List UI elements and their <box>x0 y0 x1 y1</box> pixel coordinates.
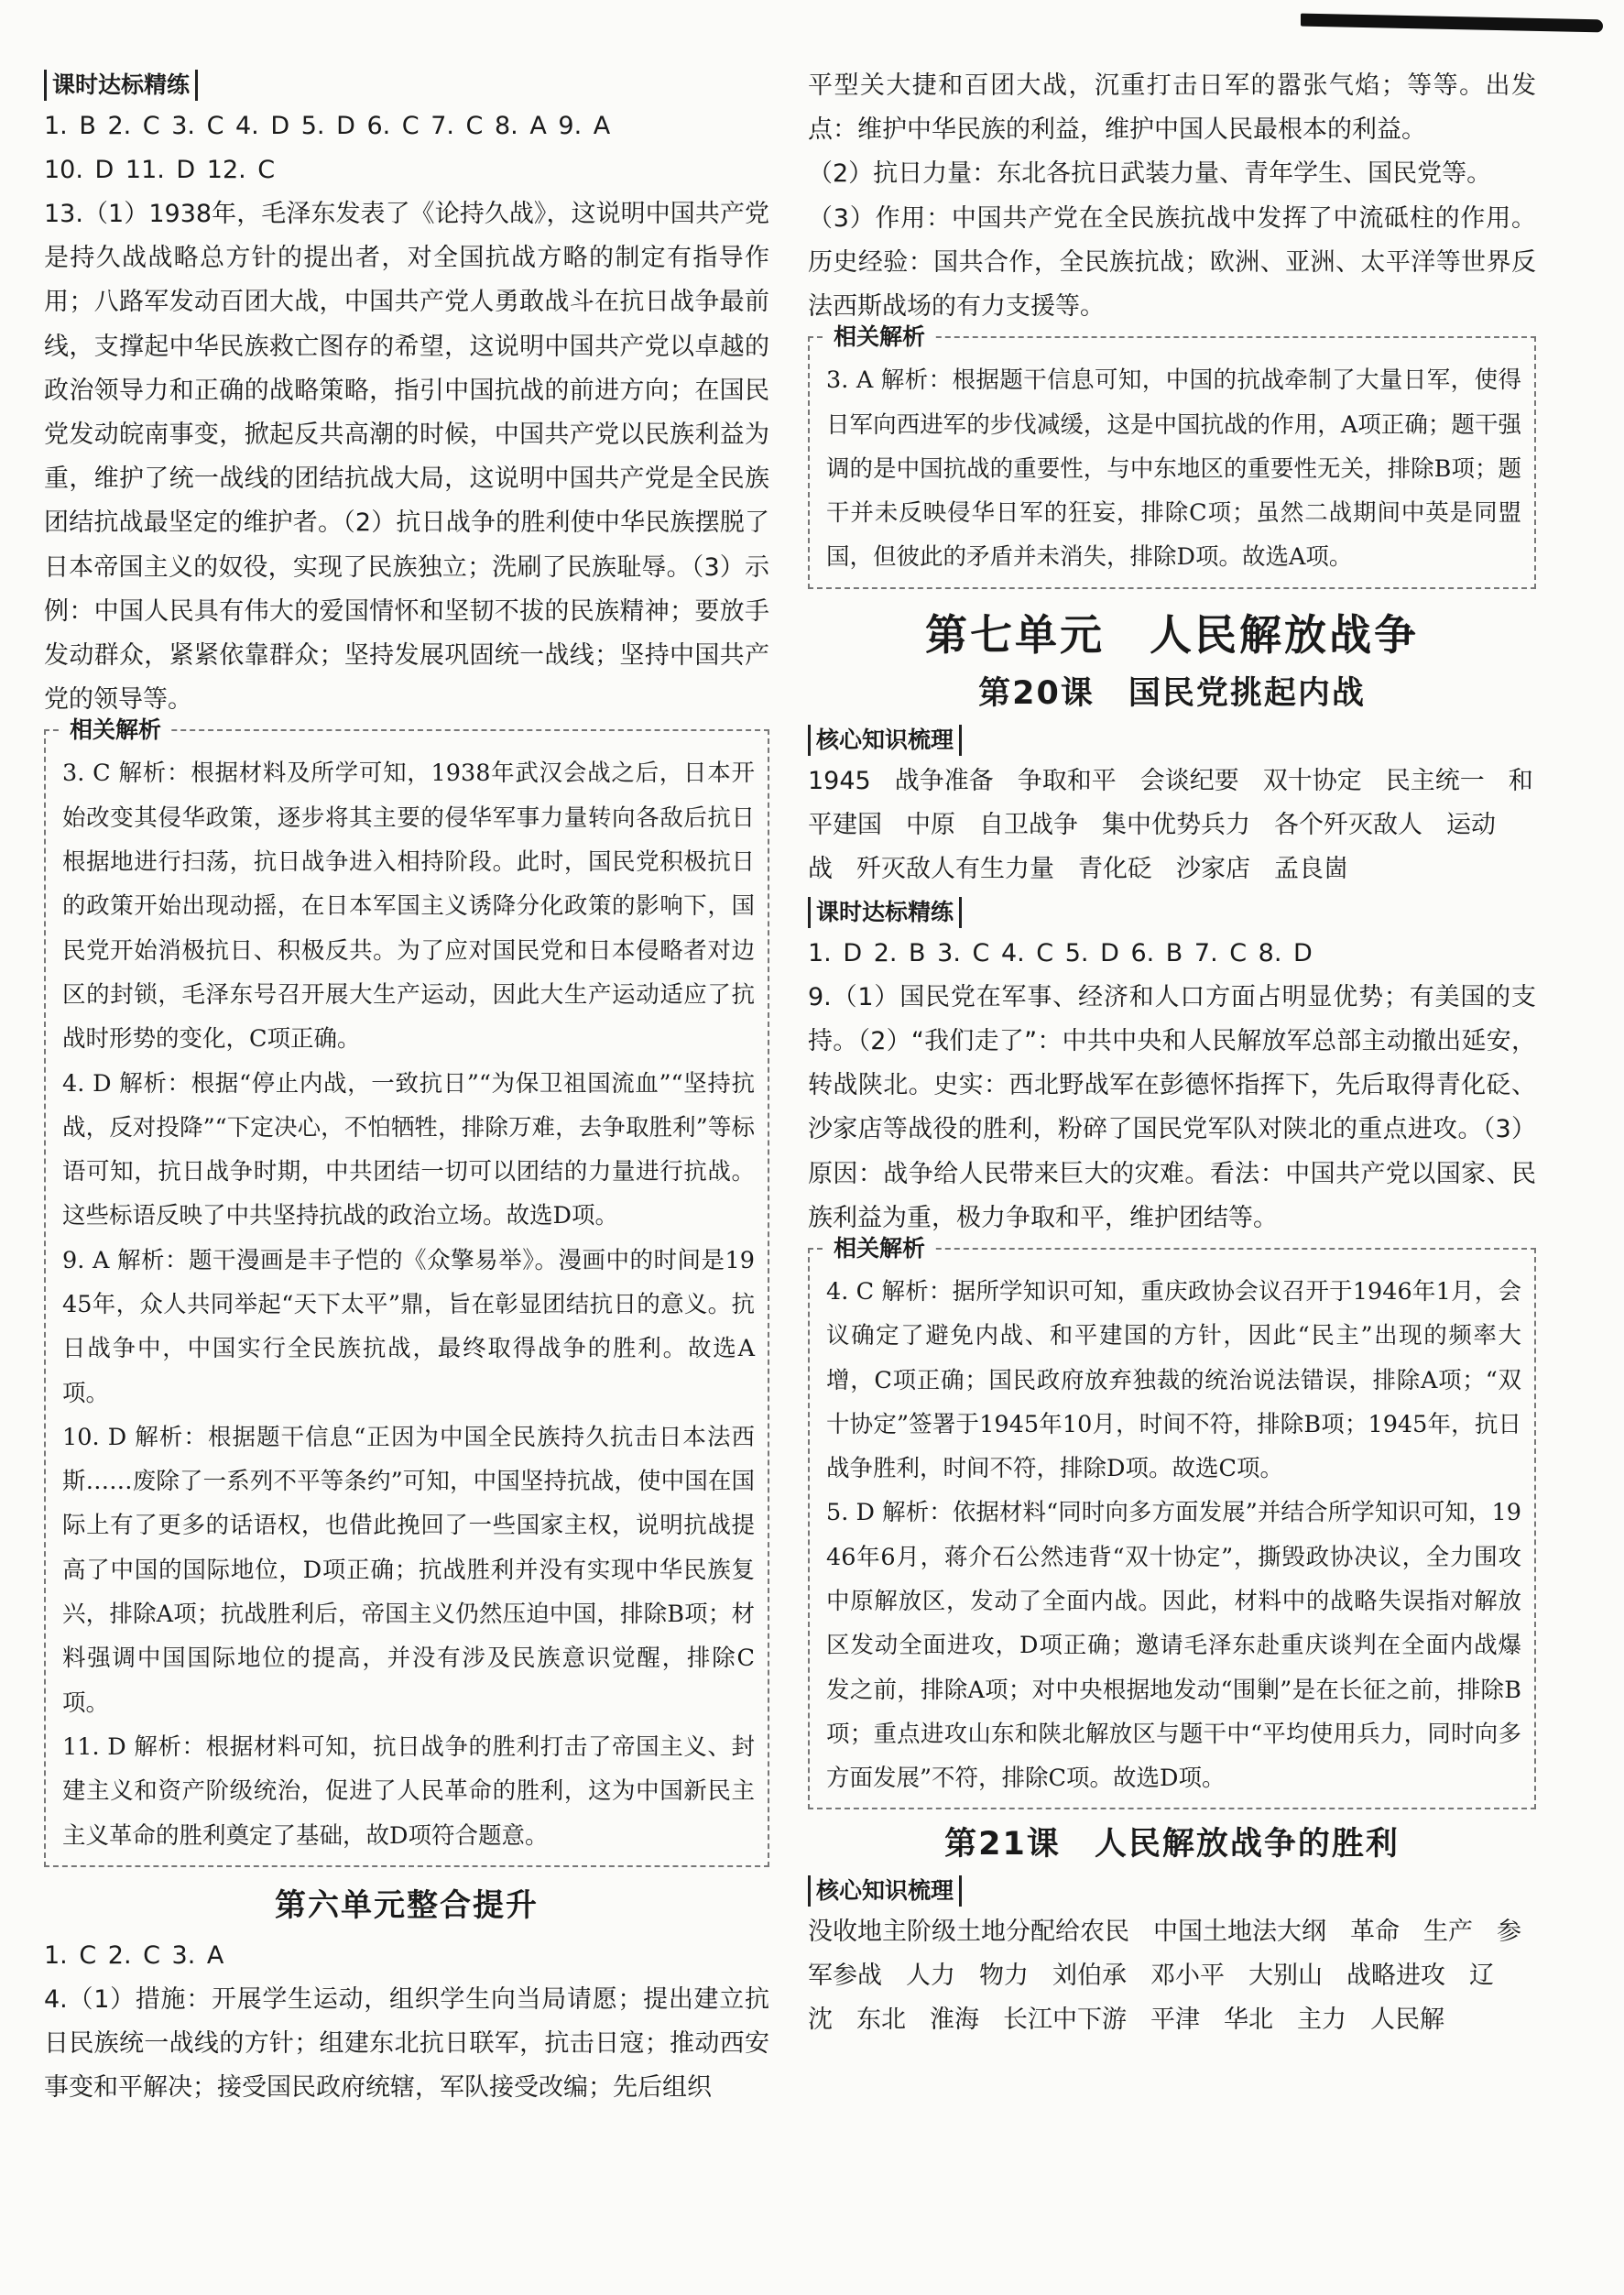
analysis-item-3: 3. A 解析：根据题干信息可知，中国的抗战牵制了大量日军，使得日军向西进军的步伐减缓，这是中国抗战的作用，A项正确；题干强调的是中国抗战的重要性，与中东地区的重要性无关，排除B项；题干并未反映侵华日军的狂妄，排除C项；虽然二战期间中英是同盟国，但彼此的矛盾并未消失，排除D项。故选A项。 <box>826 366 1521 572</box>
term: 自卫战争 <box>979 810 1078 839</box>
answer-part-3: （3）作用：中国共产党在全民族抗战中发挥了中流砥柱的作用。历史经验：国共合作，全民族抗战；欧洲、亚洲、太平洋等世界反法西斯战场的有力支援等。 <box>808 203 1536 322</box>
term: 歼灭敌人有生力量 <box>856 854 1054 883</box>
term: 争取和平 <box>1017 766 1117 795</box>
term: 各个歼灭敌人 <box>1274 810 1422 839</box>
analysis-item-3: 3. C 解析：根据材料及所学可知，1938年武汉会战之后，日本开始改变其侵华政策，逐步将其主要的侵华军事力量转向各敌后抗日根据地进行扫荡，抗日战争进入相持阶段。此时，国民党积极抗日的政策开始出现动摇，在日本军国主义诱降分化政策的影响下，国民党开始消极抗日、积极反共。为了应对国民党和日本侵略者对边区的封锁，毛泽东号召开展大生产运动，因此大生产运动适应了抗战时形势的变化，C项正确。 <box>62 760 755 1054</box>
unit6-answers: 1. C 2. C 3. A <box>44 1940 224 1970</box>
section-tag-practice: 课时达标精练 <box>44 70 198 101</box>
analysis-box-title: 相关解析 <box>826 322 932 353</box>
right-column <box>808 64 1536 2042</box>
unit6-review-title: 第六单元整合提升 <box>275 1886 539 1924</box>
lesson21-terms <box>808 1910 1536 2042</box>
analysis-item-4: 4. C 解析：据所学知识可知，重庆政协会议召开于1946年1月，会议确定了避免内战、和平建国的方针，因此“民主”出现的频率大增，C项正确；国民政府放弃独裁的统治说法错误，排除A项；“双十协定”签署于1945年10月，时间不符，排除B项；1945年，抗日战争胜利，时间不符，排除D项。故选C项。 <box>826 1277 1521 1483</box>
term: 邓小平 <box>1150 1962 1225 1991</box>
top-corner-bar <box>1301 14 1603 33</box>
term: 和平建国 <box>808 766 1533 839</box>
continued-answer: 平型关大捷和百团大战，沉重打击日军的嚣张气焰；等等。出发点：维护中华民族的利益，维护中国人民最根本的利益。 <box>808 71 1536 145</box>
analysis-box-title: 相关解析 <box>62 715 169 746</box>
term: 战争准备 <box>894 766 994 795</box>
term: 大别山 <box>1248 1962 1323 1991</box>
term: 沙家店 <box>1176 854 1250 883</box>
term: 参军参战 <box>808 1918 1521 1991</box>
analysis-item-11: 11. D 解析：根据材料可知，抗日战争的胜利打击了帝国主义、封建主义和资产阶级统治，促进了人民革命的胜利，这为中国新民主主义革命的胜利奠定了基础，故D项符合题意。 <box>62 1732 755 1850</box>
lesson20-question-9: 9.（1）国民党在军事、经济和人口方面占明显优势；有美国的支持。（2）“我们走了”：中共中央和人民解放军总部主动撤出延安，转战陕北。史实：西北野战军在彭德怀指挥下，先后取得青化砭、沙家店等战役的胜利，粉碎了国民党军队对陕北的重点进攻。（3）原因：战争给人民带来巨大的灾难。看法：中国共产党以国家、民族利益为重，极力争取和平，维护团结等。 <box>808 982 1536 1232</box>
term: 双十协定 <box>1262 766 1362 795</box>
left-column <box>44 64 769 2110</box>
lesson21-title: 第21课 人民解放战争的胜利 <box>944 1826 1400 1863</box>
section-tag-knowledge: 核心知识梳理 <box>808 1875 962 1907</box>
unit6-question-4: 4.（1）措施：开展学生运动，组织学生向当局请愿；提出建立抗日民族统一战线的方针；组建东北抗日联军，抗击日寇；推动西安事变和平解决；接受国民政府统辖，军队接受改编；先后组织 <box>44 1984 769 2103</box>
analysis-box-2 <box>808 323 1536 588</box>
term: 没收地主阶级土地分配给农民 <box>808 1918 1129 1947</box>
term: 人民解 <box>1370 2005 1444 2035</box>
term: 革命 <box>1350 1918 1400 1947</box>
term: 主力 <box>1297 2005 1346 2035</box>
analysis-box-1 <box>44 716 769 1866</box>
section-tag-knowledge: 核心知识梳理 <box>808 725 962 756</box>
term: 会谈纪要 <box>1139 766 1239 795</box>
term: 中原 <box>906 810 955 839</box>
lesson20-answers: 1. D 2. B 3. C 4. C 5. D 6. B 7. C 8. D <box>808 938 1313 967</box>
term: 中国土地法大纲 <box>1153 1918 1326 1947</box>
term: 长江中下游 <box>1003 2005 1127 2035</box>
analysis-box-title: 相关解析 <box>826 1233 932 1264</box>
answer-line-2: 10. D 11. D 12. C <box>44 156 276 184</box>
analysis-item-9: 9. A 解析：题干漫画是丰子恺的《众擎易举》。漫画中的时间是1945年，众人共同举起“天下太平”鼎，旨在彰显团结抗日的意义。抗日战争中，中国实行全民族抗战，最终取得战争的胜利。故选A项。 <box>62 1246 755 1407</box>
term: 战略进攻 <box>1346 1962 1445 1991</box>
section-tag-practice: 课时达标精练 <box>808 897 962 928</box>
answer-line-1: 1. B 2. C 3. C 4. D 5. D 6. C 7. C 8. A 9. A <box>44 112 611 140</box>
term: 辽沈 <box>808 1962 1494 2035</box>
term: 运动战 <box>808 810 1496 883</box>
analysis-item-5: 5. D 解析：依据材料“同时向多方面发展”并结合所学知识可知，1946年6月，蒋介石公然违背“双十协定”，撕毁政协决议，全力围攻中原解放区，发动了全面内战。因此，材料中的战略失误指对解放区发动全面进攻，D项正确；邀请毛泽东赴重庆谈判在全面内战爆发之前，排除A项；对中央根据地发动“围剿”是在长征之前，排除B项；重点进攻山东和陕北解放区与题干中“平均使用兵力，同时向多方面发展”不符，排除C项。故选D项。 <box>826 1499 1521 1793</box>
term: 孟良崮 <box>1274 854 1348 883</box>
analysis-item-10: 10. D 解析：根据题干信息“正因为中国全民族持久抗击日本法西斯……废除了一系列不平等条约”可知，中国坚持抗战，使中国在国际上有了更多的话语权，也借此挽回了一些国家主权，说明抗战提高了中国的国际地位，D项正确；抗战胜利并没有实现中华民族复兴，排除A项；抗战胜利后，帝国主义仍然压迫中国，排除B项；材料强调中国国际地位的提高，并没有涉及民族意识觉醒，排除C项。 <box>62 1423 755 1717</box>
term: 青化砭 <box>1078 854 1152 883</box>
term: 1945 <box>808 766 871 795</box>
term: 东北 <box>856 2005 906 2035</box>
answer-part-2: （2）抗日力量：东北各抗日武装力量、青年学生、国民党等。 <box>808 159 1492 189</box>
analysis-item-4: 4. D 解析：根据“停止内战，一致抗日”“为保卫祖国流血”“坚持抗战，反对投降”“下定决心，不怕牺牲，排除万难，去争取胜利”等标语可知，抗日战争时期，中共团结一切可以团结的力量进行抗战。这些标语反映了中共坚持抗战的政治立场。故选D项。 <box>62 1069 755 1230</box>
analysis-box-3 <box>808 1234 1536 1810</box>
term: 集中优势兵力 <box>1102 810 1250 839</box>
term: 华北 <box>1224 2005 1273 2035</box>
term: 生产 <box>1423 1918 1473 1947</box>
term: 淮海 <box>930 2005 979 2035</box>
lesson20-terms <box>808 760 1536 891</box>
term: 刘伯承 <box>1052 1962 1127 1991</box>
unit7-title: 第七单元 人民解放战争 <box>925 609 1419 660</box>
term: 民主统一 <box>1385 766 1485 795</box>
lesson20-title: 第20课 国民党挑起内战 <box>978 674 1366 712</box>
term: 物力 <box>979 1962 1029 1991</box>
question-13-answer: 13.（1）1938年，毛泽东发表了《论持久战》，这说明中国共产党是持久战战略总方针的提出者，对全国抗战方略的制定有指导作用；八路军发动百团大战，中国共产党人勇敢战斗在抗日战争最前线，支撑起中华民族救亡图存的希望，这说明中国共产党以卓越的政治领导力和正确的战略策略，指引中国抗战的前进方向；在国民党发动皖南事变，掀起反共高潮的时候，中国共产党以民族利益为重，维护了统一战线的团结抗战大局，这说明中国共产党是全民族团结抗战最坚定的维护者。（2）抗日战争的胜利使中华民族摆脱了日本帝国主义的奴役，实现了民族独立；洗刷了民族耻辱。（3）示例：中国人民具有伟大的爱国情怀和坚韧不拔的民族精神；要放手发动群众，紧紧依靠群众；坚持发展巩固统一战线；坚持中国共产党的领导等。 <box>44 200 769 715</box>
term: 平津 <box>1150 2005 1200 2035</box>
term: 人力 <box>906 1962 955 1991</box>
